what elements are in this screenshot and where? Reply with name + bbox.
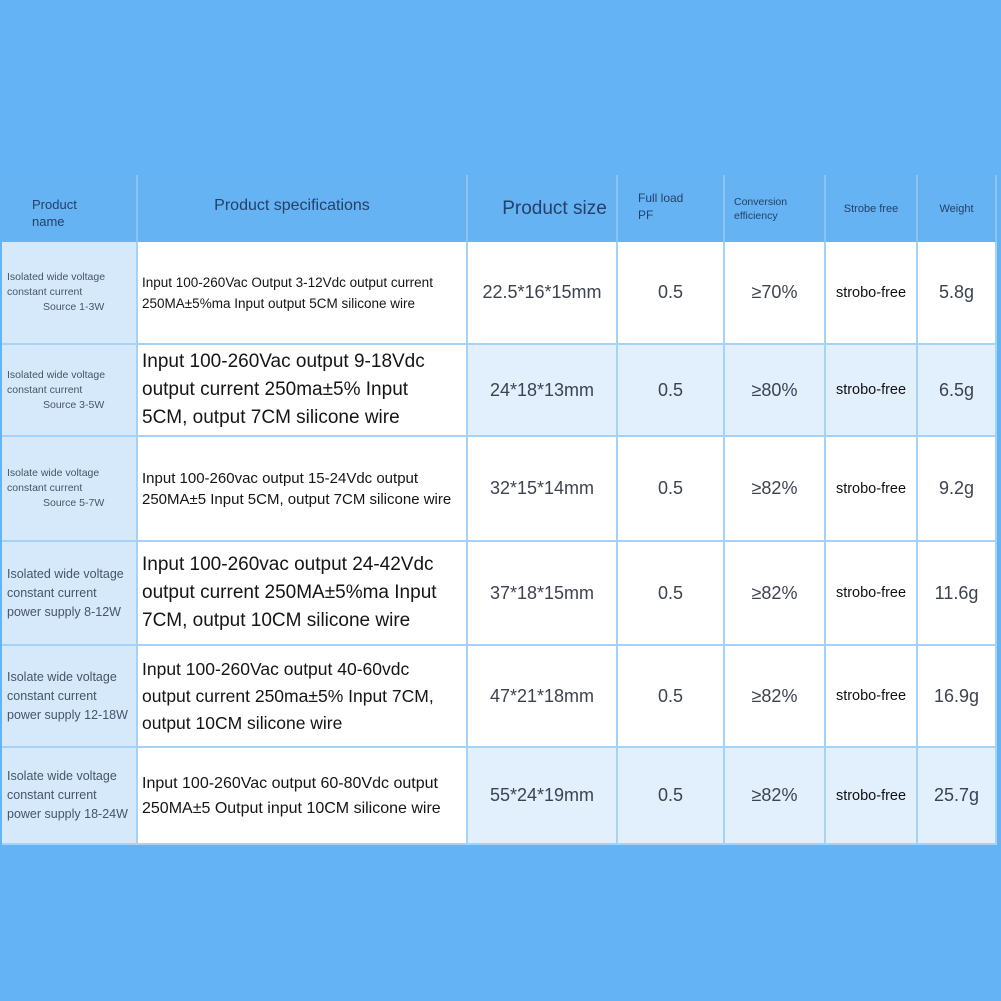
row-6-name-line3: power supply 18-24W (7, 807, 128, 821)
row-6-efficiency: ≥82% (725, 748, 826, 845)
row-2-name-line3: Source 3-5W (43, 398, 105, 411)
header-weight: Weight (918, 175, 997, 242)
header-full-load-pf (618, 175, 725, 242)
row-3-size: 32*15*14mm (468, 437, 618, 542)
row-5-spec-line3: output 10CM silicone wire (142, 712, 343, 733)
row-5-name-line1: Isolate wide voltage (7, 669, 117, 684)
row-4-spec-line1: Input 100-260vac output 24-42Vdc (142, 554, 434, 575)
row-1-name-line3: Source 1-3W (43, 301, 105, 313)
row-1-strobe: strobo-free (826, 242, 918, 345)
header-pf-line2: PF (638, 207, 654, 222)
header-product-name (2, 175, 138, 242)
row-1-efficiency: ≥70% (725, 242, 826, 345)
row-3-pf: 0.5 (618, 437, 725, 542)
row-4-spec-line2: output current 250MA±5%ma Input (142, 582, 437, 603)
row-3-name-line3: Source 5-7W (43, 497, 105, 509)
row-4-specifications (138, 542, 468, 646)
row-5-product-name (2, 646, 138, 748)
row-4-strobe: strobo-free (826, 542, 918, 646)
header-conversion-efficiency (725, 175, 826, 242)
row-3-spec-line1: Input 100-260vac output 15-24Vdc output (142, 469, 419, 487)
row-5-specifications (138, 646, 468, 748)
row-1-pf: 0.5 (618, 242, 725, 345)
row-5-name-line3: power supply 12-18W (7, 707, 128, 722)
row-4-name-line2: constant current (7, 585, 97, 600)
row-3-name-line1: Isolate wide voltage (7, 467, 100, 479)
row-4-efficiency: ≥82% (725, 542, 826, 646)
row-2-weight: 6.5g (918, 345, 997, 437)
row-2-size: 24*18*13mm (468, 345, 618, 437)
row-6-specifications (138, 748, 468, 845)
row-2-name-line1: Isolated wide voltage (7, 368, 106, 381)
row-1-weight: 5.8g (918, 242, 997, 345)
header-product-name-line1: Product (32, 197, 77, 212)
row-1-spec-line2: 250MA±5%ma Input output 5CM silicone wire (142, 295, 416, 311)
row-6-spec-line2: 250MA±5 Output input 10CM silicone wire (142, 799, 441, 817)
row-2-product-name (2, 345, 138, 437)
row-2-pf: 0.5 (618, 345, 725, 437)
row-6-pf: 0.5 (618, 748, 725, 845)
row-6-strobe: strobo-free (826, 748, 918, 845)
header-strobe-free: Strobe free (826, 175, 918, 242)
row-6-product-name (2, 748, 138, 845)
row-5-pf: 0.5 (618, 646, 725, 748)
row-6-size: 55*24*19mm (468, 748, 618, 845)
row-3-name-line2: constant current (7, 482, 83, 494)
row-4-name-line1: Isolated wide voltage (7, 566, 124, 581)
row-1-name-line2: constant current (7, 286, 83, 298)
row-1-name-line1: Isolated wide voltage (7, 271, 106, 283)
row-5-spec-line2: output current 250ma±5% Input 7CM, (142, 685, 434, 706)
row-4-product-name (2, 542, 138, 646)
row-3-weight: 9.2g (918, 437, 997, 542)
row-2-spec-line3: 5CM, output 7CM silicone wire (142, 407, 400, 428)
row-1-spec-line1: Input 100-260Vac Output 3-12Vdc output current (142, 274, 433, 290)
row-5-spec-line1: Input 100-260Vac output 40-60vdc (142, 658, 410, 679)
row-3-specifications (138, 437, 468, 542)
header-product-name-line2: name (32, 214, 65, 229)
row-6-name-line1: Isolate wide voltage (7, 769, 117, 783)
header-efficiency-line2: efficiency (734, 209, 778, 222)
row-5-efficiency: ≥82% (725, 646, 826, 748)
row-2-efficiency: ≥80% (725, 345, 826, 437)
row-2-specifications (138, 345, 468, 437)
row-3-product-name (2, 437, 138, 542)
row-2-strobe: strobo-free (826, 345, 918, 437)
row-4-spec-line3: 7CM, output 10CM silicone wire (142, 610, 411, 631)
row-3-spec-line2: 250MA±5 Input 5CM, output 7CM silicone wire (142, 490, 452, 508)
spec-table (2, 175, 997, 845)
row-6-spec-line1: Input 100-260Vac output 60-80Vdc output (142, 774, 438, 792)
row-1-product-name (2, 242, 138, 345)
row-3-efficiency: ≥82% (725, 437, 826, 542)
row-5-size: 47*21*18mm (468, 646, 618, 748)
header-pf-line1: Full load (638, 190, 684, 205)
row-2-spec-line2: output current 250ma±5% Input (142, 379, 409, 400)
row-2-name-line2: constant current (7, 383, 83, 396)
row-4-weight: 11.6g (918, 542, 997, 646)
row-5-strobe: strobo-free (826, 646, 918, 748)
row-4-name-line3: power supply 8-12W (7, 604, 121, 619)
row-4-size: 37*18*15mm (468, 542, 618, 646)
row-1-specifications (138, 242, 468, 345)
header-specifications: Product specifications (138, 175, 468, 242)
header-efficiency-line1: Conversion (734, 195, 788, 208)
row-3-strobe: strobo-free (826, 437, 918, 542)
row-4-pf: 0.5 (618, 542, 725, 646)
row-1-size: 22.5*16*15mm (468, 242, 618, 345)
row-2-spec-line1: Input 100-260Vac output 9-18Vdc (142, 351, 425, 372)
row-5-name-line2: constant current (7, 688, 97, 703)
row-5-weight: 16.9g (918, 646, 997, 748)
row-6-weight: 25.7g (918, 748, 997, 845)
row-6-name-line2: constant current (7, 788, 97, 802)
header-product-size: Product size (468, 175, 618, 242)
